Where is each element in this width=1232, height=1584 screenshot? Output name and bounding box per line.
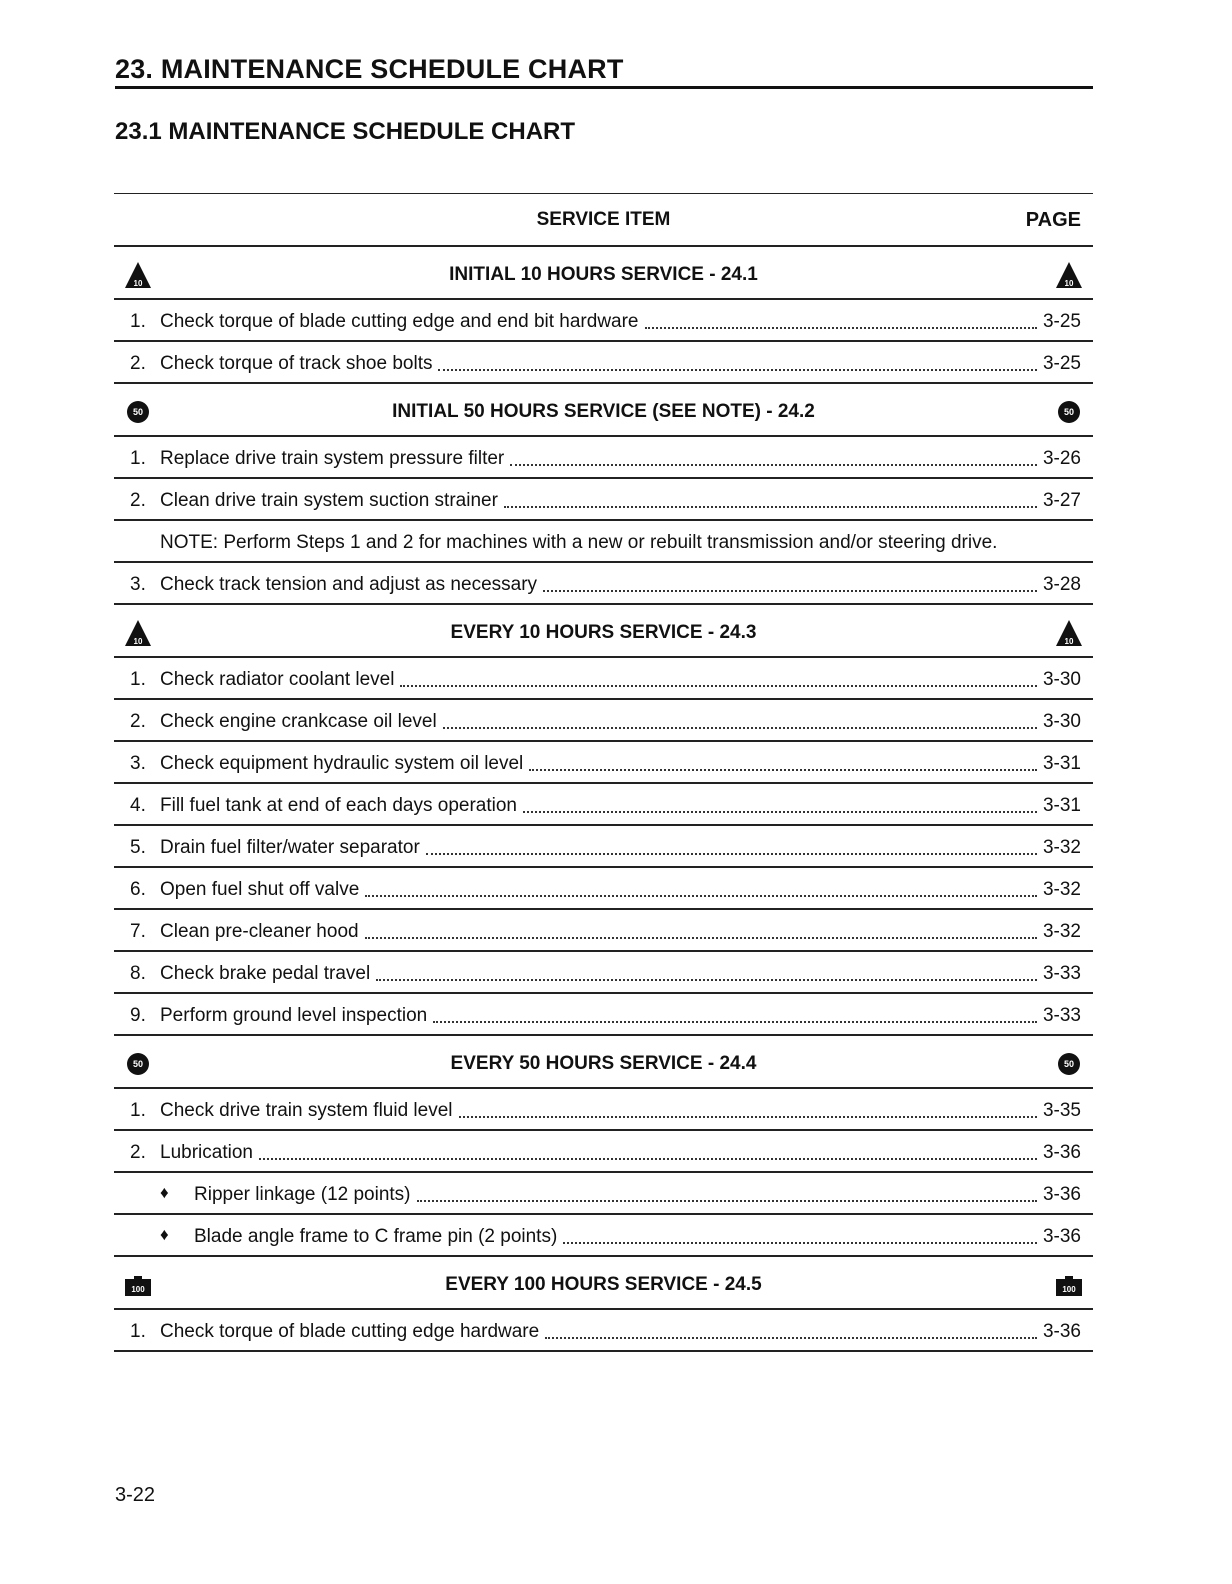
item-text: Check engine crankcase oil level — [160, 711, 437, 732]
item-number: 3. — [130, 574, 146, 595]
item-text: Fill fuel tank at end of each days operation — [160, 795, 518, 816]
section-header — [114, 1257, 1093, 1310]
dot-leader — [433, 1021, 1037, 1023]
item-line — [160, 669, 1081, 691]
icon-label: 50 — [132, 1059, 144, 1069]
item-text: Check brake pedal travel — [160, 963, 371, 984]
bullet-icon: ♦ — [160, 1183, 169, 1202]
icon-label: 50 — [1063, 1059, 1075, 1069]
item-page: 3-36 — [1042, 1142, 1081, 1163]
item-text: Replace drive train system pressure filter — [160, 448, 505, 469]
item-text: Check track tension and adjust as necessary — [160, 574, 538, 595]
service-item-row — [114, 868, 1093, 910]
item-page: 3-25 — [1042, 353, 1081, 374]
item-text: Check torque of blade cutting edge hardware — [160, 1321, 540, 1342]
item-number: 4. — [130, 795, 146, 816]
icon-label: 100 — [1062, 1285, 1076, 1294]
dot-leader — [563, 1242, 1037, 1244]
item-text: Clean pre-cleaner hood — [160, 921, 359, 942]
section-title: EVERY 100 HOURS SERVICE - 24.5 — [445, 1274, 762, 1295]
item-number: 7. — [130, 921, 146, 942]
section-header — [114, 1036, 1093, 1089]
item-line — [160, 879, 1081, 901]
service-item-row — [114, 1089, 1093, 1131]
item-line — [160, 837, 1081, 859]
icon-label: 10 — [133, 637, 143, 646]
dot-leader — [400, 685, 1037, 687]
item-page: 3-26 — [1042, 448, 1081, 469]
section-header — [114, 247, 1093, 300]
item-page: 3-33 — [1042, 963, 1081, 984]
service-item-row — [114, 342, 1093, 384]
item-text: Blade angle frame to C frame pin (2 points) — [194, 1226, 558, 1247]
item-text: Ripper linkage (12 points) — [194, 1184, 411, 1205]
item-text: Open fuel shut off valve — [160, 879, 360, 900]
item-page: 3-31 — [1042, 753, 1081, 774]
item-page: 3-35 — [1042, 1100, 1081, 1121]
service-item-row — [114, 784, 1093, 826]
dot-leader — [510, 464, 1037, 466]
dot-leader — [645, 327, 1037, 329]
item-line — [160, 963, 1081, 985]
note-row — [114, 521, 1093, 563]
item-text: Drain fuel filter/water separator — [160, 837, 420, 858]
item-line — [160, 353, 1081, 375]
item-line — [160, 311, 1081, 333]
column-header-service-item: SERVICE ITEM — [536, 209, 671, 230]
dot-leader — [545, 1337, 1037, 1339]
column-header-page: PAGE — [1025, 209, 1081, 231]
service-item-row — [114, 437, 1093, 479]
service-item-row — [114, 1131, 1093, 1173]
item-number: 2. — [130, 1142, 146, 1163]
dot-leader — [529, 769, 1037, 771]
sub-item-row — [114, 1215, 1093, 1257]
item-page: 3-32 — [1042, 837, 1081, 858]
item-line — [160, 795, 1081, 817]
section-title: EVERY 50 HOURS SERVICE - 24.4 — [450, 1053, 757, 1074]
page-title: 23. MAINTENANCE SCHEDULE CHART — [115, 52, 1093, 89]
icon-label: 10 — [1064, 279, 1074, 288]
item-page: 3-31 — [1042, 795, 1081, 816]
dot-leader — [504, 506, 1037, 508]
sub-item-row — [114, 1173, 1093, 1215]
item-line — [160, 574, 1081, 596]
item-text: Perform ground level inspection — [160, 1005, 428, 1026]
item-text: Check drive train system fluid level — [160, 1100, 453, 1121]
item-number: 3. — [130, 753, 146, 774]
item-line — [160, 1100, 1081, 1122]
triangle-10-icon — [1054, 618, 1084, 648]
item-number: 2. — [130, 353, 146, 374]
item-page: 3-36 — [1042, 1321, 1081, 1342]
dot-leader — [365, 895, 1037, 897]
bullet-icon: ♦ — [160, 1225, 169, 1244]
item-line — [160, 1142, 1081, 1164]
table-header — [114, 194, 1093, 247]
circle-50-icon — [1054, 397, 1084, 427]
weight-100-icon — [1054, 1270, 1084, 1300]
item-text: Clean drive train system suction strainer — [160, 490, 498, 511]
triangle-10-icon — [1054, 260, 1084, 290]
dot-leader — [365, 937, 1037, 939]
service-item-row — [114, 952, 1093, 994]
item-text: Check torque of blade cutting edge and end bit hardware — [160, 311, 639, 332]
item-text: Lubrication — [160, 1142, 253, 1163]
service-item-row — [114, 658, 1093, 700]
section-title: EVERY 10 HOURS SERVICE - 24.3 — [450, 622, 757, 643]
item-number: 9. — [130, 1005, 146, 1026]
dot-leader — [259, 1158, 1037, 1160]
dot-leader — [426, 853, 1037, 855]
item-number: 1. — [130, 1100, 146, 1121]
item-page: 3-32 — [1042, 879, 1081, 900]
item-page: 3-36 — [1042, 1226, 1081, 1247]
service-item-row — [114, 910, 1093, 952]
icon-label: 10 — [1064, 637, 1074, 646]
page-number: 3-22 — [115, 1484, 156, 1506]
item-page: 3-30 — [1042, 711, 1081, 732]
item-number: 1. — [130, 1321, 146, 1342]
icon-label: 100 — [131, 1285, 145, 1294]
service-item-row — [114, 742, 1093, 784]
dot-leader — [443, 727, 1037, 729]
sections-container — [114, 247, 1093, 1352]
service-item-row — [114, 700, 1093, 742]
item-number: 1. — [130, 448, 146, 469]
item-number: 8. — [130, 963, 146, 984]
icon-label: 50 — [132, 407, 144, 417]
circle-50-icon — [1054, 1049, 1084, 1079]
item-text: Check equipment hydraulic system oil level — [160, 753, 524, 774]
item-number: 2. — [130, 711, 146, 732]
section-subtitle: 23.1 MAINTENANCE SCHEDULE CHART — [115, 118, 576, 145]
item-number: 2. — [130, 490, 146, 511]
section-title: INITIAL 10 HOURS SERVICE - 24.1 — [449, 264, 758, 285]
item-line — [160, 921, 1081, 943]
dot-leader — [459, 1116, 1037, 1118]
item-number: 1. — [130, 311, 146, 332]
item-number: 6. — [130, 879, 146, 900]
item-line — [160, 711, 1081, 733]
item-line — [194, 1184, 1081, 1206]
item-page: 3-33 — [1042, 1005, 1081, 1026]
dot-leader — [417, 1200, 1037, 1202]
item-line — [160, 448, 1081, 470]
service-item-row — [114, 300, 1093, 342]
item-number: 5. — [130, 837, 146, 858]
item-line — [160, 490, 1081, 512]
service-item-row — [114, 826, 1093, 868]
dot-leader — [438, 369, 1036, 371]
dot-leader — [543, 590, 1037, 592]
service-item-row — [114, 1310, 1093, 1352]
item-page: 3-27 — [1042, 490, 1081, 511]
service-item-row — [114, 994, 1093, 1036]
section-header — [114, 605, 1093, 658]
item-text: Check torque of track shoe bolts — [160, 353, 433, 374]
item-page: 3-36 — [1042, 1184, 1081, 1205]
icon-label: 50 — [1063, 407, 1075, 417]
item-page: 3-32 — [1042, 921, 1081, 942]
item-line — [160, 753, 1081, 775]
section-header — [114, 384, 1093, 437]
maintenance-table — [114, 193, 1093, 1352]
service-item-row — [114, 563, 1093, 605]
item-line — [160, 1005, 1081, 1027]
item-page: 3-28 — [1042, 574, 1081, 595]
item-line — [160, 1321, 1081, 1343]
note-text: NOTE: Perform Steps 1 and 2 for machines with a new or rebuilt transmission and/or steering drive. — [160, 532, 998, 553]
service-item-row — [114, 479, 1093, 521]
item-line — [194, 1226, 1081, 1248]
section-title: INITIAL 50 HOURS SERVICE (SEE NOTE) - 24.2 — [392, 401, 815, 422]
item-page: 3-30 — [1042, 669, 1081, 690]
item-text: Check radiator coolant level — [160, 669, 395, 690]
item-number: 1. — [130, 669, 146, 690]
dot-leader — [523, 811, 1037, 813]
dot-leader — [376, 979, 1037, 981]
icon-label: 10 — [133, 279, 143, 288]
item-page: 3-25 — [1042, 311, 1081, 332]
